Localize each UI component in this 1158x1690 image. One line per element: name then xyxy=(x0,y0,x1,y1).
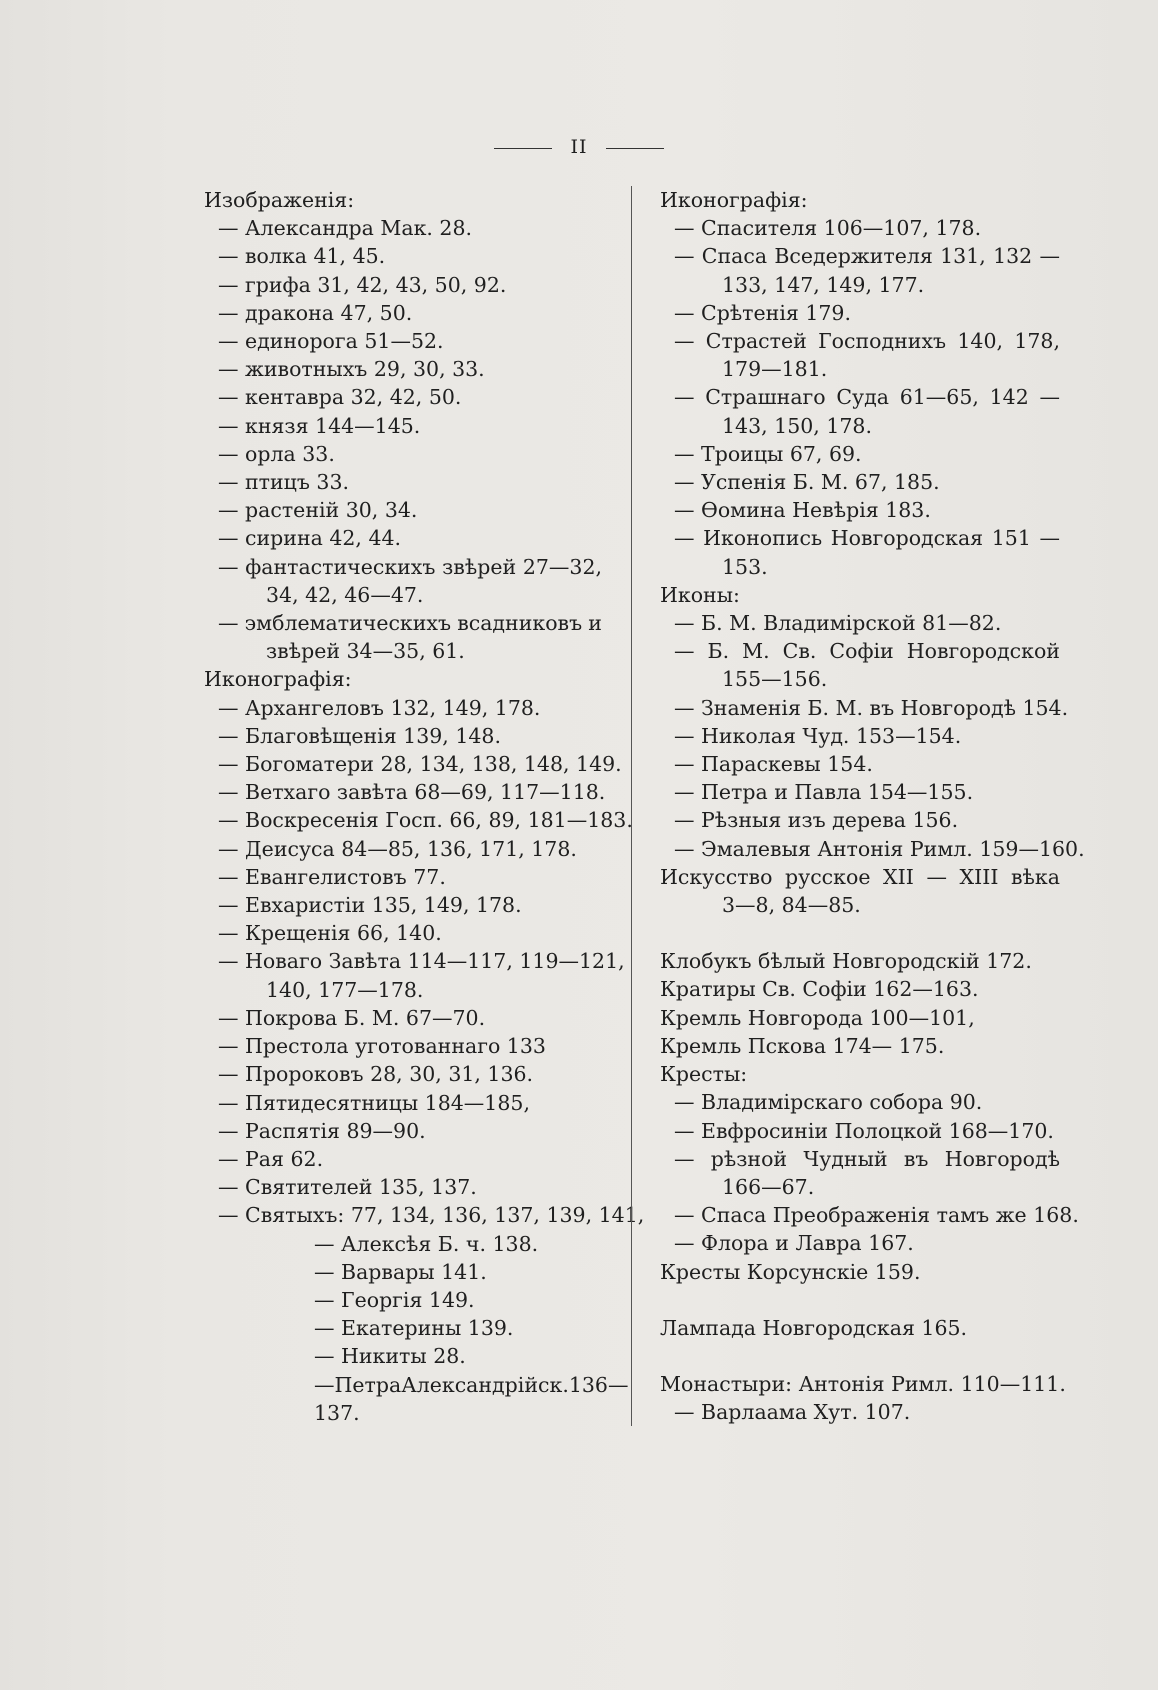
index-heading: Кресты: xyxy=(660,1062,748,1087)
header-rule-right xyxy=(606,148,664,149)
index-entry: — князя 144—145. xyxy=(218,413,421,438)
index-column-left xyxy=(204,186,645,1427)
index-entry: — Архангеловъ 132, 149, 178. xyxy=(218,695,541,720)
index-entry: — Евхаристіи 135, 149, 178. xyxy=(218,893,522,918)
index-entry: 34, 42, 46—47. xyxy=(266,582,424,607)
index-entry: — грифа 31, 42, 43, 50, 92. xyxy=(218,272,507,297)
index-entry: — Срѣтенія 179. xyxy=(674,300,851,325)
index-heading: Лампада Новгородская 165. xyxy=(660,1315,968,1340)
index-heading: Кремль Новгорода 100—101, xyxy=(660,1005,975,1030)
index-heading: Кратиры Св. Софіи 162—163. xyxy=(660,977,979,1002)
index-column-right xyxy=(660,186,1085,1426)
index-entry: — Воскресенія Госп. 66, 89, 181—183. xyxy=(218,808,633,833)
index-entry: — Петра и Павла 154—155. xyxy=(674,780,974,805)
index-entry: — рѣзной Чудный въ Новгородѣ xyxy=(674,1146,1060,1171)
index-entry: 143, 150, 178. xyxy=(722,413,872,438)
index-entry: — Святыхъ: 77, 134, 136, 137, 139, 141, xyxy=(218,1203,645,1228)
index-entry: — Спаса Вседержителя 131, 132 — xyxy=(674,244,1060,269)
index-entry: 153. xyxy=(722,554,768,579)
index-entry: — кентавра 32, 42, 50. xyxy=(218,385,462,410)
index-entry: — единорога 51—52. xyxy=(218,329,444,354)
index-entry: — Распятія 89—90. xyxy=(218,1118,426,1143)
index-heading: Изображенія: xyxy=(204,188,355,212)
index-heading: Иконографія: xyxy=(204,667,352,692)
index-entry: — Спаса Преображенія тамъ же 168. xyxy=(674,1203,1079,1228)
index-entry: — Николая Чуд. 153—154. xyxy=(674,723,962,748)
index-entry: — Петра Александрійск. 136 — xyxy=(314,1372,629,1397)
index-entry: — дракона 47, 50. xyxy=(218,300,413,325)
index-heading: Кресты Корсунскіе 159. xyxy=(660,1259,921,1284)
index-entry: — Крещенія 66, 140. xyxy=(218,921,442,946)
index-entry: 179—181. xyxy=(722,357,828,382)
index-entry: — Богоматери 28, 134, 138, 148, 149. xyxy=(218,752,622,777)
index-entry: — Александра Мак. 28. xyxy=(218,216,473,241)
index-entry: 137. xyxy=(314,1400,360,1425)
section-gap xyxy=(660,1342,1060,1370)
index-heading: Иконы: xyxy=(660,582,740,607)
index-entry: — Новаго Завѣта 114—117, 119—121, xyxy=(218,949,625,974)
index-entry: — эмблематическихъ всадниковъ и xyxy=(218,611,602,636)
index-entry: — Ветхаго завѣта 68—69, 117—118. xyxy=(218,780,606,805)
index-entry: — Евангелистовъ 77. xyxy=(218,864,446,889)
column-divider xyxy=(631,186,632,1426)
index-entry: — Варлаама Хут. 107. xyxy=(674,1400,911,1425)
index-entry: — Знаменія Б. М. въ Новгородѣ 154. xyxy=(674,695,1069,720)
index-entry: звѣрей 34—35, 61. xyxy=(266,639,465,664)
index-entry: 155—156. xyxy=(722,667,828,692)
index-entry: — Спасителя 106—107, 178. xyxy=(674,216,982,241)
page-number: II xyxy=(570,136,588,158)
index-entry: — Алексѣя Б. ч. 138. xyxy=(314,1231,539,1256)
index-entry: — Престола уготованнаго 133 xyxy=(218,1034,546,1059)
index-entry: — Екатерины 139. xyxy=(314,1316,514,1341)
index-entry: — Святителей 135, 137. xyxy=(218,1175,477,1200)
header-rule-left xyxy=(494,148,552,149)
index-entry: — Б. М. Св. Софіи Новгородской xyxy=(674,639,1060,664)
index-entry: — Покрова Б. М. 67—70. xyxy=(218,1005,486,1030)
index-heading: Искусство русское XII — XIII вѣка xyxy=(660,864,1060,889)
index-heading: Клобукъ бѣлый Новгородскій 172. xyxy=(660,949,1032,974)
index-entry: — фантастическихъ звѣрей 27—32, xyxy=(218,554,602,579)
index-heading: Иконографія: xyxy=(660,188,808,212)
index-entry: — Троицы 67, 69. xyxy=(674,441,862,466)
index-entry: — Никиты 28. xyxy=(314,1344,466,1369)
index-entry: — орла 33. xyxy=(218,441,335,466)
index-entry: — Владимірскаго собора 90. xyxy=(674,1090,983,1115)
index-entry: — Евфросиніи Полоцкой 168—170. xyxy=(674,1118,1054,1143)
index-entry: 133, 147, 149, 177. xyxy=(722,272,925,297)
index-entry: — животныхъ 29, 30, 33. xyxy=(218,357,485,382)
section-gap xyxy=(660,1286,1060,1314)
index-entry: — сирина 42, 44. xyxy=(218,526,402,551)
index-entry: — волка 41, 45. xyxy=(218,244,386,269)
index-entry: 3—8, 84—85. xyxy=(722,893,861,918)
index-entry: — птицъ 33. xyxy=(218,470,350,495)
index-entry: — Б. М. Владимірской 81—82. xyxy=(674,611,1002,636)
index-heading: Кремль Пскова 174— 175. xyxy=(660,1033,945,1058)
index-entry: 140, 177—178. xyxy=(266,977,424,1002)
index-entry: — Страшнаго Суда 61—65, 142 — xyxy=(674,385,1060,410)
index-entry: — Деисуса 84—85, 136, 171, 178. xyxy=(218,836,577,861)
index-entry: — Благовѣщенія 139, 148. xyxy=(218,723,501,748)
index-entry: — Эмалевыя Антонія Римл. 159—160. xyxy=(674,836,1085,861)
index-entry: — Пророковъ 28, 30, 31, 136. xyxy=(218,1062,534,1087)
index-entry: — Варвары 141. xyxy=(314,1259,487,1284)
index-heading: Монастыри: Антонія Римл. 110—111. xyxy=(660,1371,1066,1396)
index-entry: — Иконопись Новгородская 151 — xyxy=(674,526,1060,551)
index-entry: — Георгія 149. xyxy=(314,1287,475,1312)
page-header xyxy=(0,136,1158,158)
section-gap xyxy=(660,919,1060,947)
index-entry: — Флора и Лавра 167. xyxy=(674,1231,914,1256)
index-entry: — Ѳомина Невѣрія 183. xyxy=(674,498,931,523)
index-entry: — Рѣзныя изъ дерева 156. xyxy=(674,808,959,833)
index-entry: — Страстей Господнихъ 140, 178, xyxy=(674,329,1060,354)
index-entry: — Параскевы 154. xyxy=(674,752,873,777)
index-entry: — Рая 62. xyxy=(218,1146,324,1171)
index-entry: 166—67. xyxy=(722,1174,815,1199)
index-entry: — Успенія Б. М. 67, 185. xyxy=(674,470,940,495)
index-entry: — Пятидесятницы 184—185, xyxy=(218,1090,530,1115)
index-entry: — растеній 30, 34. xyxy=(218,498,418,523)
